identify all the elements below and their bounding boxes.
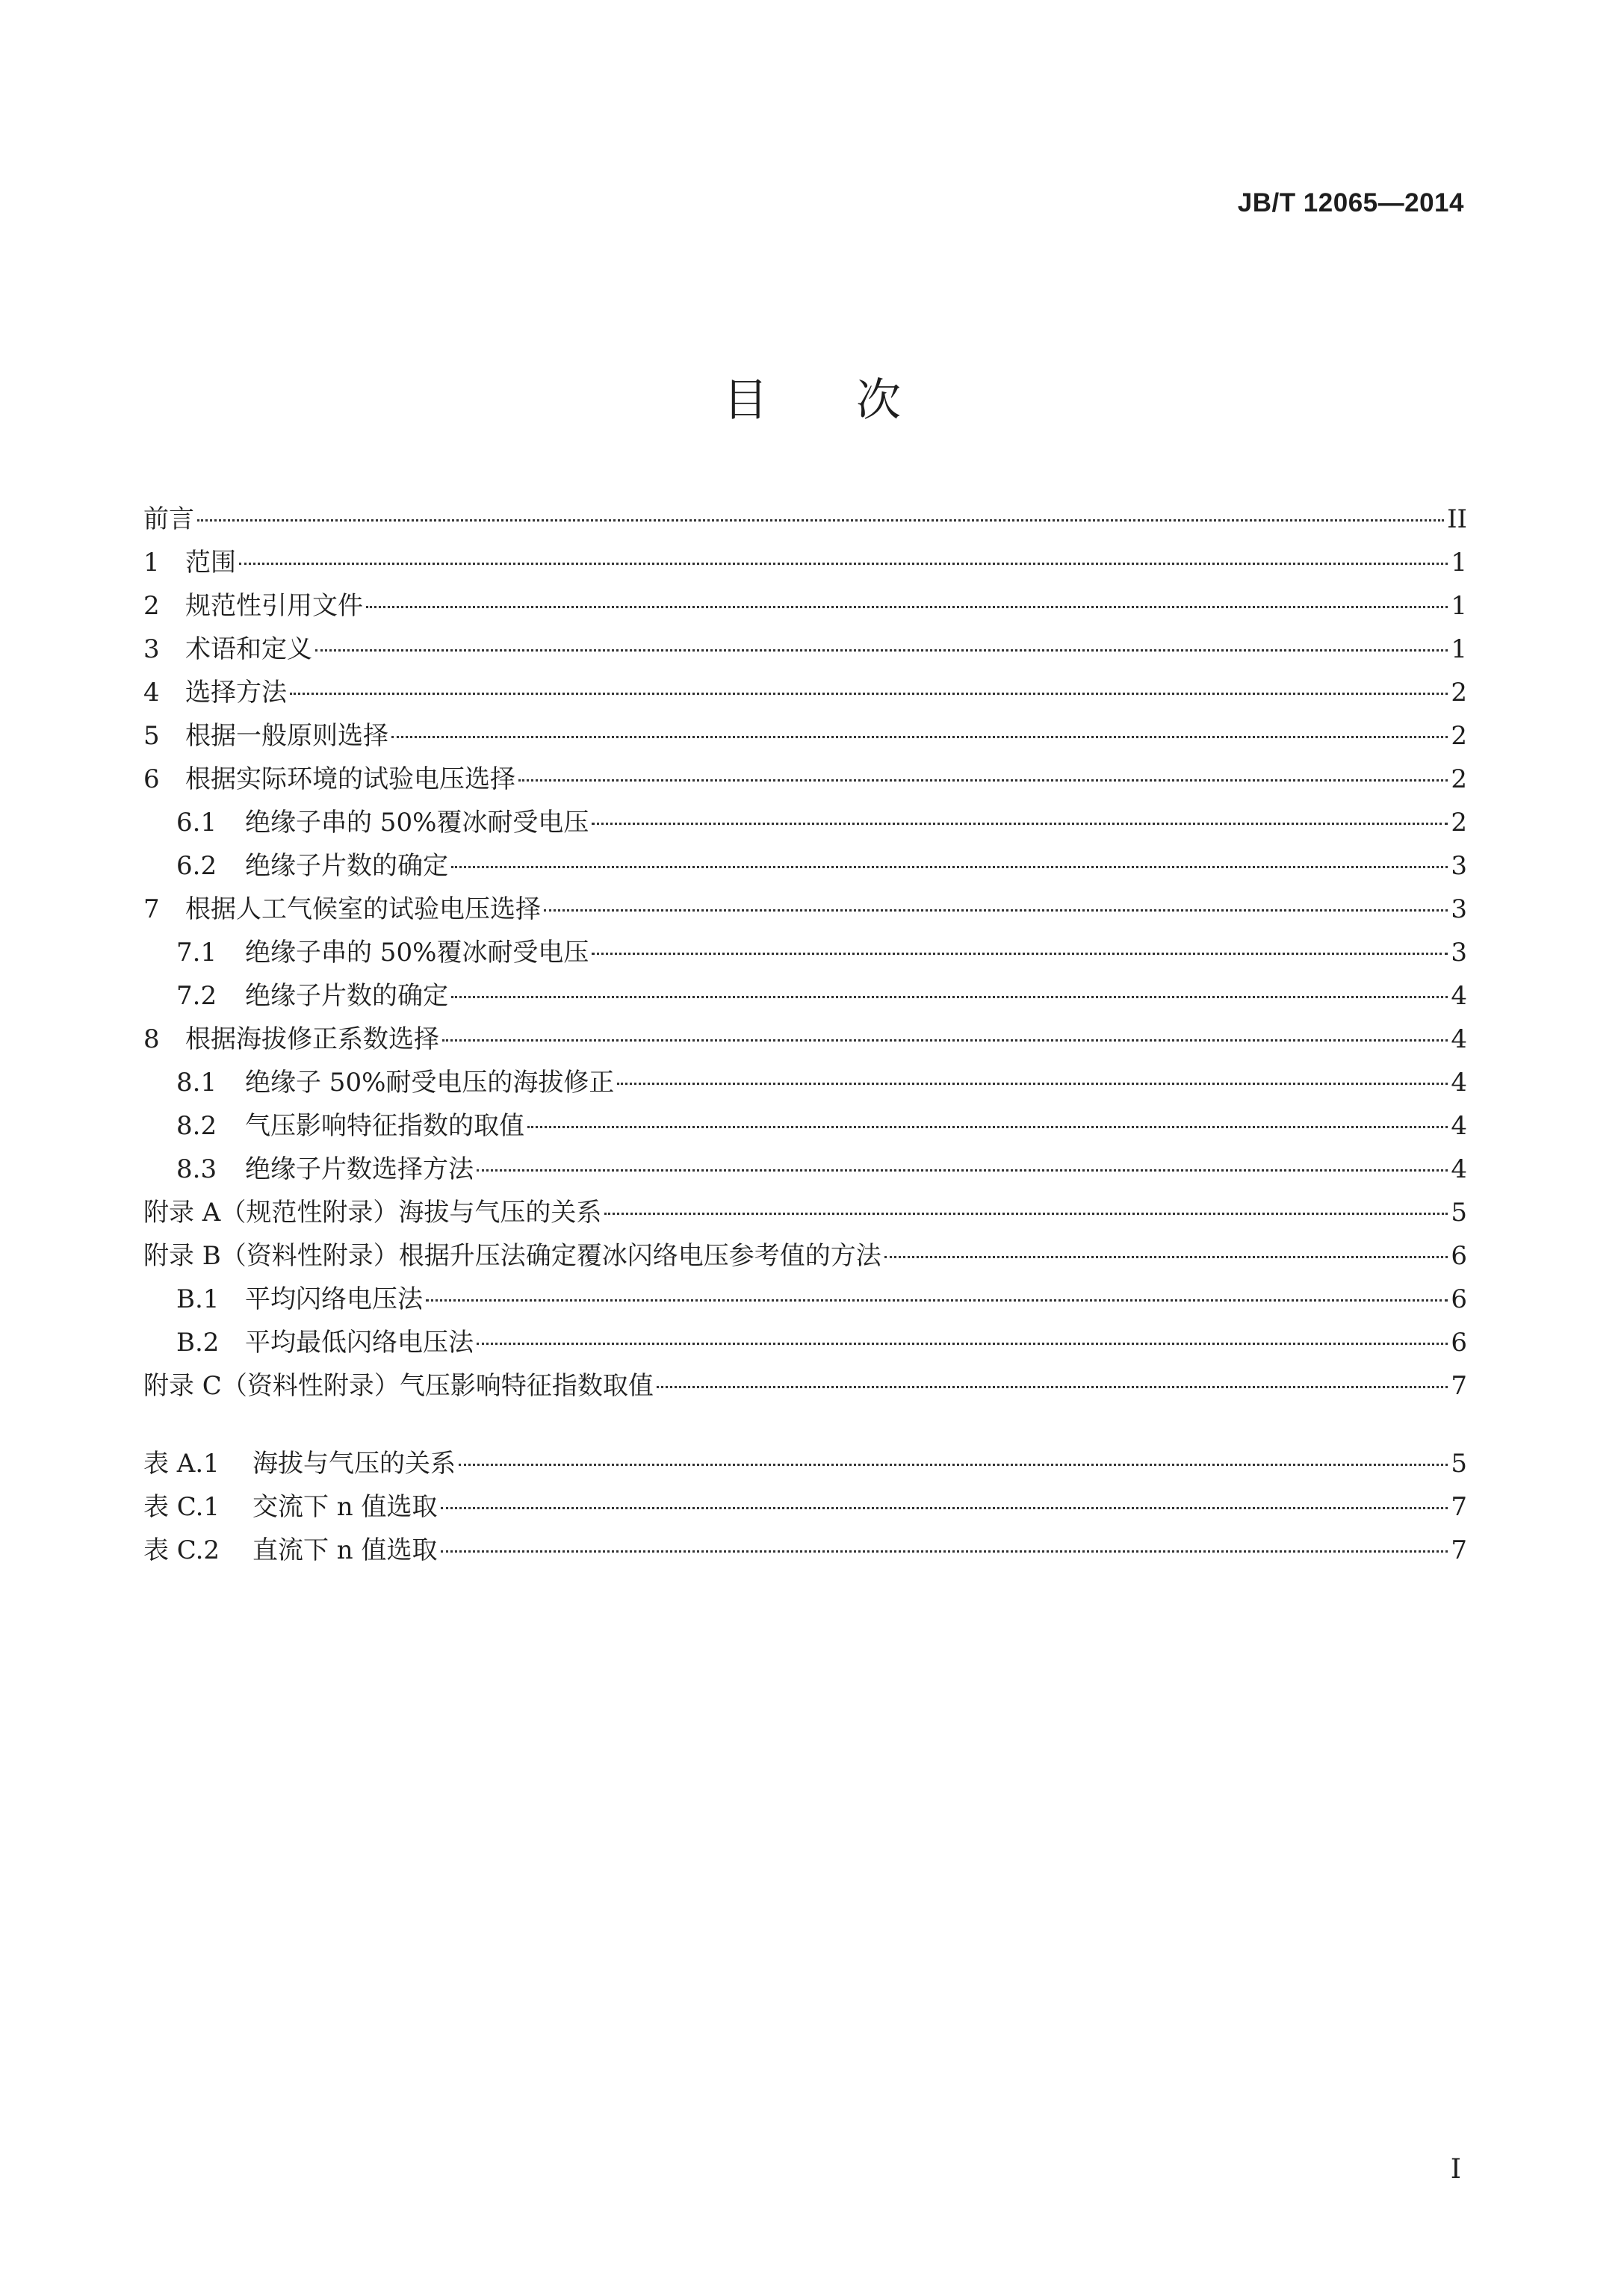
toc-entry-number: 8.3 <box>176 1154 217 1184</box>
toc-entry-page: 2 <box>1451 764 1467 794</box>
standard-number: JB/T 12065—2014 <box>1237 188 1464 217</box>
dot-leader <box>604 1213 1448 1215</box>
dot-leader <box>197 519 1444 522</box>
toc-entry-page: 6 <box>1451 1328 1467 1358</box>
toc-entry-7-2[interactable] <box>143 974 1467 1018</box>
toc-entry-page: 2 <box>1451 808 1467 838</box>
table-of-contents <box>143 498 1467 1408</box>
toc-entry-title: 附录 C（资料性附录）气压影响特征指数取值 <box>143 1371 654 1401</box>
toc-entry-number: 1 <box>143 548 160 578</box>
dot-leader <box>315 649 1448 652</box>
toc-entry-8-2[interactable] <box>143 1104 1467 1148</box>
toc-entry-page: 7 <box>1451 1492 1467 1522</box>
toc-entry-title: 术语和定义 <box>185 634 312 664</box>
toc-entry-page: 1 <box>1451 548 1467 578</box>
toc-entry-number: 8 <box>143 1024 160 1054</box>
toc-entry-2[interactable] <box>143 584 1467 628</box>
toc-entry-number: 7.1 <box>176 938 217 968</box>
toc-entry-page: 4 <box>1451 981 1467 1011</box>
dot-leader <box>518 779 1448 782</box>
toc-entry-number: 6.2 <box>176 851 217 881</box>
toc-entry-b-2[interactable] <box>143 1321 1467 1364</box>
dot-leader <box>459 1464 1448 1466</box>
toc-entry-title: 气压影响特征指数的取值 <box>245 1111 524 1141</box>
toc-entry-page: 2 <box>1451 721 1467 751</box>
toc-entry-number: 7.2 <box>176 981 217 1011</box>
dot-leader <box>391 736 1448 738</box>
toc-entry-title: 绝缘子串的 50%覆冰耐受电压 <box>245 808 589 838</box>
toc-entry-number: 5 <box>143 721 160 751</box>
toc-entry-number: 6.1 <box>176 808 217 838</box>
toc-entry-8-1[interactable] <box>143 1061 1467 1104</box>
toc-entry-6-1[interactable] <box>143 801 1467 844</box>
toc-entry-number: B.2 <box>176 1328 220 1358</box>
dot-leader <box>239 563 1448 565</box>
toc-entry-title: 绝缘子片数的确定 <box>245 981 448 1011</box>
toc-entry-appendix-b[interactable] <box>143 1234 1467 1278</box>
toc-entry-number: 4 <box>143 678 160 708</box>
toc-entry-title: 选择方法 <box>185 678 287 708</box>
page-title: 目次 <box>723 374 989 427</box>
toc-entry-page: 5 <box>1451 1449 1467 1479</box>
toc-entry-6-2[interactable] <box>143 844 1467 888</box>
toc-table-a-1[interactable] <box>143 1442 1467 1485</box>
dot-leader <box>884 1256 1448 1258</box>
page-number: I <box>1450 2154 1461 2185</box>
toc-entry-number: 表 C.2 <box>143 1535 220 1565</box>
toc-entry-number: B.1 <box>176 1284 220 1314</box>
toc-entry-title: 规范性引用文件 <box>185 591 363 621</box>
toc-entry-title: 交流下 n 值选取 <box>252 1492 438 1522</box>
toc-entry-title: 根据实际环境的试验电压选择 <box>185 764 515 794</box>
toc-entry-page: 3 <box>1451 938 1467 968</box>
dot-leader <box>477 1343 1448 1345</box>
toc-entry-4[interactable] <box>143 671 1467 714</box>
toc-entry-8[interactable] <box>143 1018 1467 1061</box>
toc-entry-7[interactable] <box>143 888 1467 931</box>
toc-entry-title: 前言 <box>143 504 194 534</box>
toc-entry-page: II <box>1447 504 1467 534</box>
toc-entry-7-1[interactable] <box>143 931 1467 974</box>
toc-entry-title: 附录 A（规范性附录）海拔与气压的关系 <box>143 1198 602 1228</box>
toc-entry-title: 绝缘子片数的确定 <box>245 851 448 881</box>
toc-entry-page: 4 <box>1451 1111 1467 1141</box>
toc-entry-number: 表 C.1 <box>143 1492 220 1522</box>
toc-entry-page: 3 <box>1451 894 1467 924</box>
toc-entry-page: 4 <box>1451 1068 1467 1098</box>
toc-entry-title: 绝缘子片数选择方法 <box>245 1154 474 1184</box>
toc-entry-page: 4 <box>1451 1024 1467 1054</box>
dot-leader <box>441 1550 1448 1553</box>
toc-table-c-2[interactable] <box>143 1529 1467 1572</box>
toc-entry-page: 3 <box>1451 851 1467 881</box>
toc-entry-page: 1 <box>1451 634 1467 664</box>
toc-entry-foreword[interactable] <box>143 498 1467 541</box>
toc-entry-title: 范围 <box>185 548 236 578</box>
toc-entry-page: 5 <box>1451 1198 1467 1228</box>
dot-leader <box>477 1169 1448 1172</box>
toc-entry-6[interactable] <box>143 758 1467 801</box>
dot-leader <box>441 1507 1448 1509</box>
dot-leader <box>366 606 1448 608</box>
dot-leader <box>451 866 1448 868</box>
toc-entry-title: 平均最低闪络电压法 <box>245 1328 474 1358</box>
dot-leader <box>527 1126 1448 1128</box>
dot-leader <box>617 1083 1448 1085</box>
dot-leader <box>442 1039 1448 1042</box>
toc-entry-title: 根据人工气候室的试验电压选择 <box>185 894 541 924</box>
toc-entry-title: 绝缘子串的 50%覆冰耐受电压 <box>245 938 589 968</box>
toc-entry-number: 2 <box>143 591 160 621</box>
toc-entry-page: 2 <box>1451 678 1467 708</box>
dot-leader <box>290 693 1448 695</box>
toc-entry-page: 6 <box>1451 1241 1467 1271</box>
toc-entry-page: 7 <box>1451 1371 1467 1401</box>
toc-entry-appendix-a[interactable] <box>143 1191 1467 1234</box>
toc-entry-1[interactable] <box>143 541 1467 584</box>
toc-entry-8-3[interactable] <box>143 1148 1467 1191</box>
toc-entry-title: 海拔与气压的关系 <box>252 1449 456 1479</box>
toc-table-c-1[interactable] <box>143 1485 1467 1529</box>
toc-entry-title: 附录 B（资料性附录）根据升压法确定覆冰闪络电压参考值的方法 <box>143 1241 881 1271</box>
toc-entry-number: 3 <box>143 634 160 664</box>
toc-entry-title: 根据海拔修正系数选择 <box>185 1024 439 1054</box>
toc-entry-page: 1 <box>1451 591 1467 621</box>
list-of-tables <box>143 1442 1467 1572</box>
toc-entry-title: 直流下 n 值选取 <box>252 1535 438 1565</box>
toc-entry-number: 表 A.1 <box>143 1449 220 1479</box>
toc-entry-appendix-c[interactable] <box>143 1364 1467 1408</box>
toc-entry-number: 8.2 <box>176 1111 217 1141</box>
dot-leader <box>544 909 1448 912</box>
dot-leader <box>657 1386 1448 1388</box>
toc-entry-title: 平均闪络电压法 <box>245 1284 423 1314</box>
toc-entry-title: 绝缘子 50%耐受电压的海拔修正 <box>245 1068 615 1098</box>
toc-entry-title: 根据一般原则选择 <box>185 721 388 751</box>
toc-entry-number: 7 <box>143 894 160 924</box>
toc-entry-page: 7 <box>1451 1535 1467 1565</box>
dot-leader <box>592 823 1448 825</box>
dot-leader <box>426 1299 1448 1302</box>
toc-entry-page: 6 <box>1451 1284 1467 1314</box>
toc-entry-5[interactable] <box>143 714 1467 758</box>
dot-leader <box>451 996 1448 998</box>
toc-entry-number: 8.1 <box>176 1068 217 1098</box>
toc-entry-3[interactable] <box>143 628 1467 671</box>
toc-entry-b-1[interactable] <box>143 1278 1467 1321</box>
toc-entry-page: 4 <box>1451 1154 1467 1184</box>
toc-entry-number: 6 <box>143 764 160 794</box>
dot-leader <box>592 953 1448 955</box>
